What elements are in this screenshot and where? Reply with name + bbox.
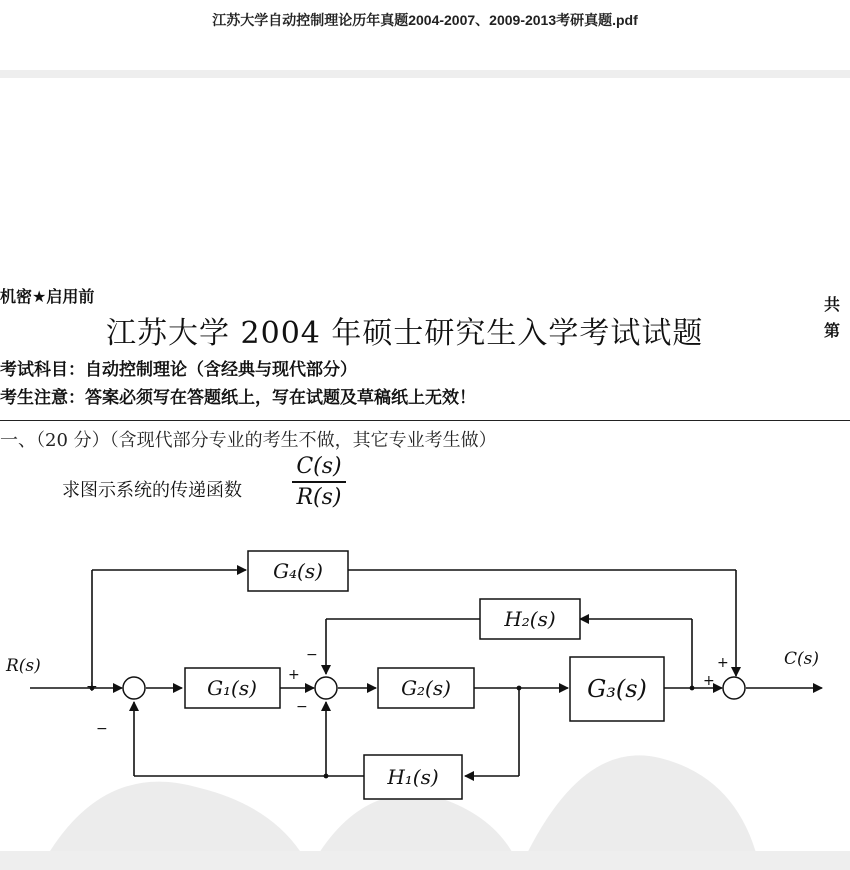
page-separator-top [0,70,850,78]
branch-point [324,774,329,779]
summing-junction-2 [315,677,337,699]
divider [0,420,850,421]
exam-notice: 考生注意：答案必须写在答题纸上，写在试题及草稿纸上无效！ [0,388,476,408]
sum2-minus-sign-top: − [306,647,318,663]
file-title: 江苏大学自动控制理论历年真题2004-2007、2009-2013考研真题.pdf [212,12,638,28]
block-diagram [0,533,850,833]
page-separator-bottom [0,851,850,870]
sum1-minus-sign: − [96,721,108,737]
transfer-function-fraction [290,454,348,510]
summing-junction-3 [723,677,745,699]
document-page [0,78,850,851]
exam-title: 江苏大学 2004 年硕士研究生入学考试试题 [106,316,704,351]
sum2-plus-sign: + [288,667,300,683]
sum3-plus-sign-top: + [717,655,729,671]
exam-subject: 考试科目：自动控制理论（含经典与现代部分） [0,360,357,380]
block-g4-label: G₄(s) [273,559,323,583]
fraction-numerator: C(s) [296,454,342,479]
summing-junction-1 [123,677,145,699]
page-number-label: 第 [824,321,841,340]
sum2-minus-sign-bottom: − [296,699,308,715]
block-g1-label: G₁(s) [207,676,257,700]
page-count-label: 共 [824,295,841,314]
input-label: R(s) [6,656,41,676]
question-1-prompt: 求图示系统的传递函数 [62,480,242,501]
confidential-label: 机密★启用前 [0,287,95,306]
branch-point [690,686,695,691]
block-g2-label: G₂(s) [401,676,451,700]
viewer-header [0,0,850,70]
branch-point [517,686,522,691]
fraction-denominator: R(s) [296,484,342,510]
block-g3-label: G₃(s) [587,675,647,703]
output-label: C(s) [784,649,819,669]
block-h1-label: H₁(s) [387,765,439,789]
block-h2-label: H₂(s) [504,607,556,631]
sum3-plus-sign-left: + [703,673,715,689]
question-1-heading: 一、（20 分）（含现代部分专业的考生不做，其它专业考生做） [0,430,497,451]
sum1-plus-sign: + [86,679,98,695]
